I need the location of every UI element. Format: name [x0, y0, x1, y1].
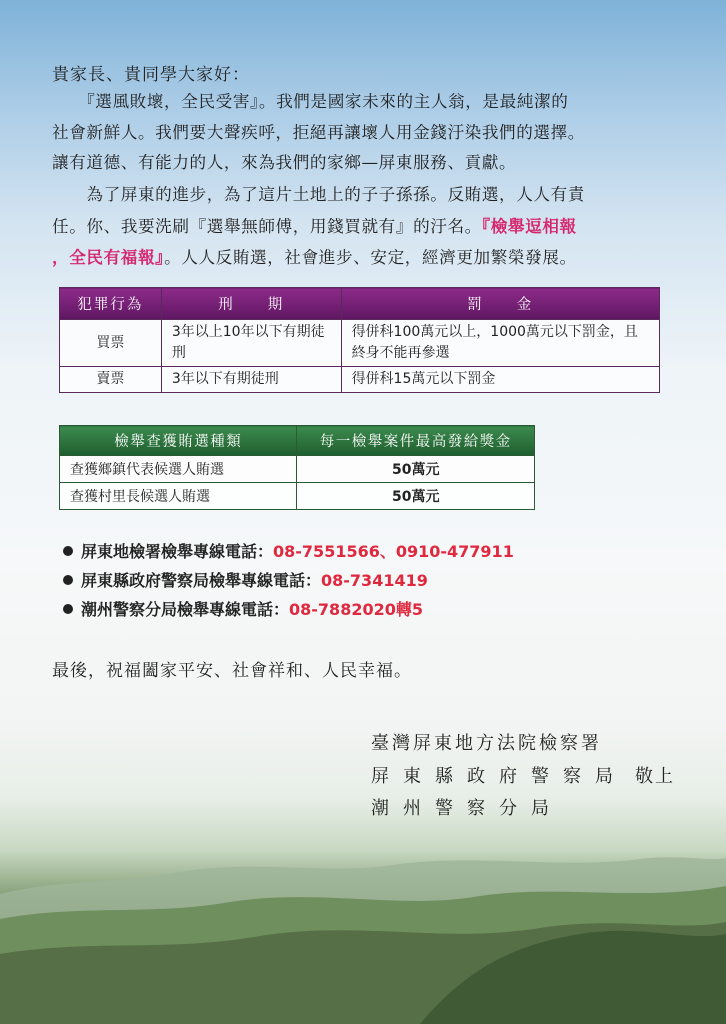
- hotline-label: 潮州警察分局檢舉專線電話：: [81, 600, 290, 619]
- signature-police-bureau: [371, 762, 675, 788]
- signature-text: 潮州警察分局: [371, 798, 563, 819]
- paragraph-intro: [52, 87, 678, 179]
- slogan-highlight-part-2: ，全民有福報』: [52, 247, 165, 267]
- bullet-icon: [63, 546, 73, 556]
- hotline-label: 屏東縣政府警察局檢舉專線電話：: [81, 571, 322, 590]
- paragraph-intro-line-1: 『選風敗壞，全民受害』。我們是國家未來的主人翁，是最純潔的: [52, 92, 569, 111]
- paragraph-appeal-line-1: 為了屏東的進步，為了這片土地上的子子孫孫。反賄選，人人有責: [52, 185, 586, 204]
- penalty-table-header: [60, 288, 660, 320]
- sentence-cell: 3年以下有期徒刑: [161, 367, 341, 393]
- offense-cell: 賣票: [60, 367, 162, 393]
- slogan-highlight-part-1: 『檢舉逗相報: [481, 215, 577, 236]
- hotline-label: 屏東地檢署檢舉專線電話：: [81, 542, 274, 561]
- hotline-number: 08-7341419: [321, 571, 428, 590]
- signature-prosecutors-office: [371, 729, 602, 755]
- reward-table-header: [60, 426, 535, 456]
- list-item: [63, 595, 514, 624]
- list-item: [63, 537, 514, 566]
- reward-amount-cell: 50萬元: [297, 456, 535, 483]
- reward-header-category: 檢舉查獲賄選種類: [60, 426, 297, 456]
- penalty-table: [59, 287, 660, 393]
- table-row: [60, 456, 535, 483]
- reward-table: [59, 425, 535, 510]
- fine-cell: 得併科100萬元以上，1000萬元以下罰金，且終身不能再參選: [341, 320, 659, 367]
- reward-category-cell: 查獲村里長候選人賄選: [60, 483, 297, 510]
- signature-police-precinct: [371, 794, 563, 820]
- offense-cell: 買票: [60, 320, 162, 367]
- paragraph-appeal: [52, 180, 678, 274]
- reward-amount-cell: 50萬元: [297, 483, 535, 510]
- paragraph-intro-line-3: 讓有道德、有能力的人，來為我們的家鄉—屏東服務、貢獻。: [52, 153, 517, 172]
- sentence-cell: 3年以上10年以下有期徒刑: [161, 320, 341, 367]
- signature-suffix: 敬上: [635, 766, 675, 787]
- table-row: [60, 320, 660, 367]
- table-row: [60, 483, 535, 510]
- reward-category-cell: 查獲鄉鎮代表候選人賄選: [60, 456, 297, 483]
- penalty-header-offense: 犯罪行為: [60, 288, 162, 320]
- fine-cell: 得併科15萬元以下罰金: [341, 367, 659, 393]
- hotline-number: 08-7551566、0910-477911: [273, 542, 514, 561]
- closing-blessing: 最後，祝福闔家平安、社會祥和、人民幸福。: [52, 661, 412, 681]
- penalty-header-sentence: 刑 期: [161, 288, 341, 320]
- bullet-icon: [63, 575, 73, 585]
- greeting: 貴家長、貴同學大家好：: [52, 65, 250, 85]
- paragraph-appeal-line-3: 。人人反賄選，社會進步、安定，經濟更加繁榮發展。: [164, 248, 577, 267]
- list-item: [63, 566, 514, 595]
- reward-header-amount: 每一檢舉案件最高發給獎金: [297, 426, 535, 456]
- penalty-header-fine: 罰 金: [341, 288, 659, 320]
- signature-text: 臺灣屏東地方法院檢察署: [371, 733, 602, 754]
- paragraph-intro-line-2: 社會新鮮人。我們要大聲疾呼，拒絕再讓壞人用金錢汙染我們的選擇。: [52, 122, 586, 142]
- hotline-list: [63, 537, 514, 624]
- bullet-icon: [63, 604, 73, 614]
- table-row: [60, 367, 660, 393]
- hotline-number: 08-7882020轉5: [289, 600, 423, 619]
- signature-text: 屏東縣政府警察局: [371, 766, 627, 787]
- paragraph-appeal-line-2: 任。你、我要洗刷『選舉無師傅，用錢買就有』的汙名。: [52, 216, 482, 236]
